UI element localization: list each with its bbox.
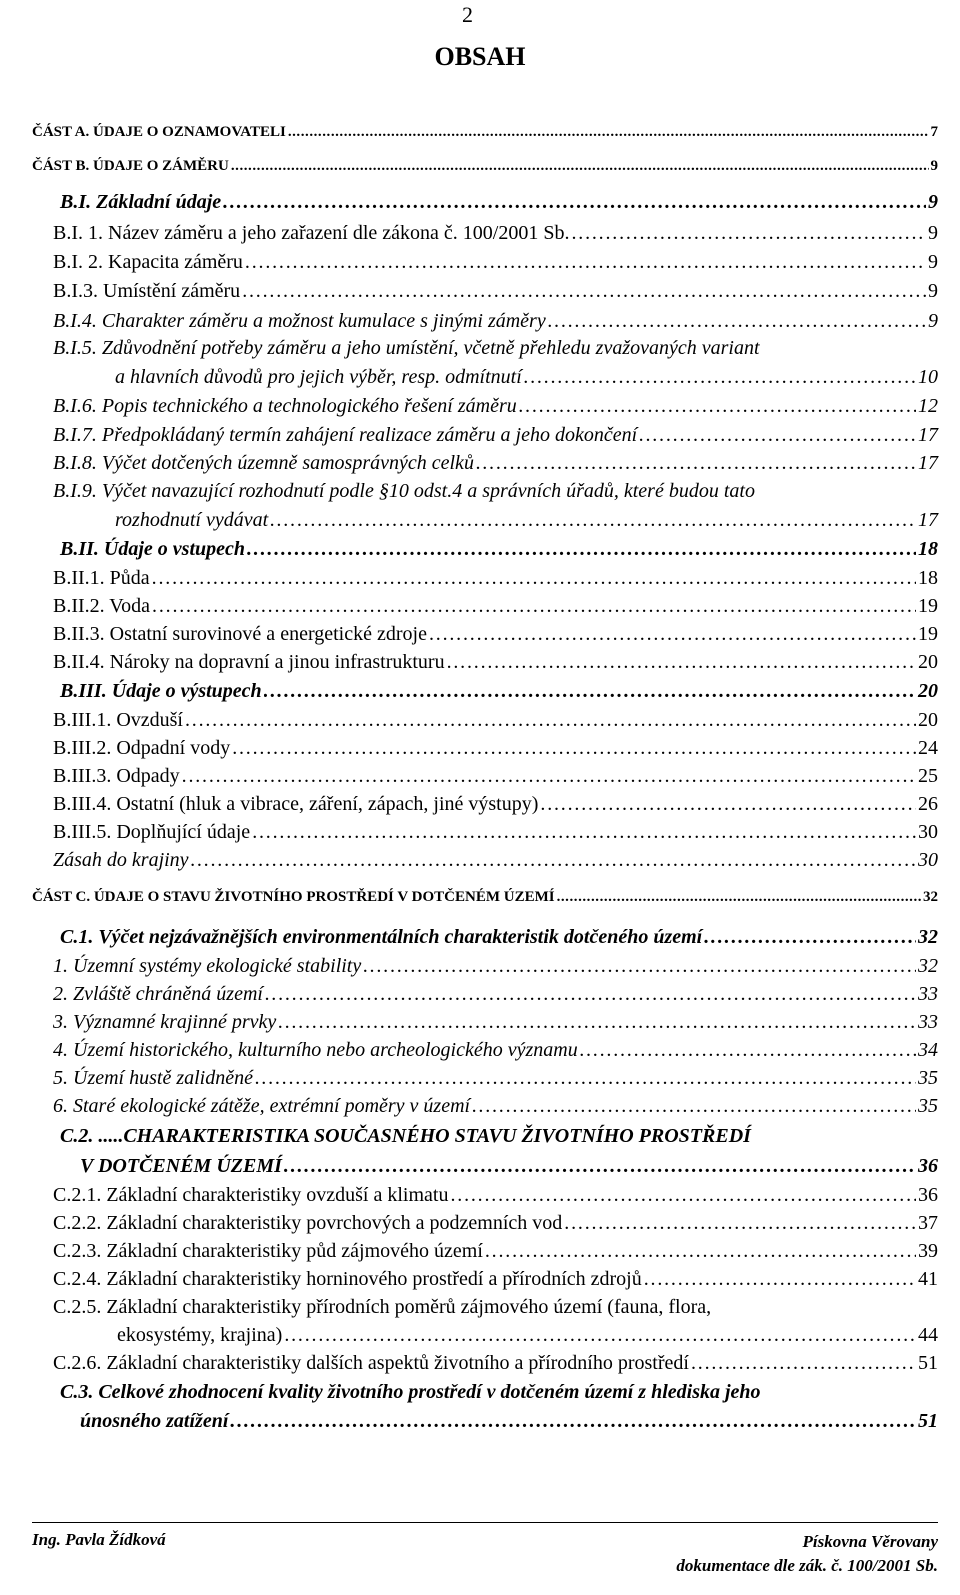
toc-entry[interactable]: B.I. Základní údaje . . . 9 [60,187,938,217]
toc-entry[interactable]: 6. Staré ekologické zátěže, extrémní poměry v území . . . 35 [53,1091,938,1121]
page-number: 2 [462,2,473,27]
toc-entry-continuation[interactable]: únosného zatížení . . . 51 [80,1406,938,1436]
toc-entry[interactable]: B.III.1. Ovzduší . . . 20 [53,705,938,735]
toc-entry[interactable]: ČÁST C. ÚDAJE O STAVU ŽIVOTNÍHO PROSTŘEDÍ V DOTČENÉM ÚZEMÍ . . . 32 [32,882,938,912]
toc-entry[interactable]: C.2.4. Základní charakteristiky horninového prostředí a přírodních zdrojů . . . 41 [53,1264,938,1294]
toc-entry[interactable]: B.I.8. Výčet dotčených územně samosprávných celků . . . 17 [53,448,938,478]
toc-entry[interactable]: C.1. Výčet nejzávažnějších environmentálních charakteristik dotčeného území . . . 32 [60,922,938,952]
toc-entry[interactable]: B.I.3. Umístění záměru . . . 9 [53,276,938,306]
toc-entry[interactable]: C.2.3. Základní charakteristiky půd zájmového území . . . 39 [53,1236,938,1266]
toc-entry[interactable]: Zásah do krajiny . . . 30 [53,845,938,875]
toc-entry[interactable]: B.I.6. Popis technického a technologického řešení záměru . . . 12 [53,391,938,421]
toc-entry-continuation[interactable]: rozhodnutí vydávat . . . 17 [115,505,938,535]
toc-entry[interactable]: 2. Zvláště chráněná území . . . 33 [53,979,938,1009]
toc-entry[interactable]: C.2.1. Základní charakteristiky ovzduší a klimatu . . . 36 [53,1180,938,1210]
toc-entry[interactable]: ČÁST A. ÚDAJE O OZNAMOVATELI . . . 7 [32,117,938,147]
toc-entry[interactable]: 1. Územní systémy ekologické stability . . . 32 [53,951,938,981]
toc-entry[interactable]: C.2.2. Základní charakteristiky povrchových a podzemních vod . . . 37 [53,1208,938,1238]
toc-entry[interactable]: B.II.2. Voda . . . 19 [53,591,938,621]
toc-entry[interactable]: B.I.4. Charakter záměru a možnost kumulace s jinými záměry . . . 9 [53,306,938,336]
toc-entry-continuation[interactable]: ekosystémy, krajina) . . . 44 [117,1320,938,1350]
toc-entry[interactable]: C.3. Celkové zhodnocení kvality životního prostředí v dotčeném území z hlediska jeho [60,1381,761,1403]
toc-entry[interactable]: B.III. Údaje o výstupech . . . 20 [60,676,938,706]
footer-project: Pískovna Věrovany [802,1532,938,1551]
footer-author: Ing. Pavla Žídková [32,1530,166,1549]
toc-entry[interactable]: C.2.5. Základní charakteristiky přírodních poměrů zájmového území (fauna, flora, [53,1296,712,1318]
toc-entry[interactable]: B.III.3. Odpady . . . 25 [53,761,938,791]
toc-entry[interactable]: B.II.4. Nároky na dopravní a jinou infrastrukturu . . . 20 [53,647,938,677]
toc-entry[interactable]: B.III.5. Doplňující údaje . . . 30 [53,817,938,847]
footer-divider [32,1522,938,1523]
toc-entry[interactable]: ČÁST B. ÚDAJE O ZÁMĚRU . . . 9 [32,151,938,181]
toc-entry[interactable]: B.II.3. Ostatní surovinové a energetické zdroje . . . 19 [53,619,938,649]
toc-entry[interactable]: B.III.4. Ostatní (hluk a vibrace, záření, zápach, jiné výstupy) . . . 26 [53,789,938,819]
toc-entry[interactable]: B.I.9. Výčet navazující rozhodnutí podle §10 odst.4 a správních úřadů, které budou tato [53,480,755,502]
footer-doc-type: dokumentace dle zák. č. 100/2001 Sb. [676,1556,938,1575]
toc-entry[interactable]: C.2.6. Základní charakteristiky dalších aspektů životního a přírodního prostředí . . . 51 [53,1348,938,1378]
toc-entry-continuation[interactable]: a hlavních důvodů pro jejich výběr, resp. odmítnutí . . . 10 [115,362,938,392]
toc-entry[interactable]: B.III.2. Odpadní vody . . . 24 [53,733,938,763]
toc-entry[interactable]: C.2. .....CHARAKTERISTIKA SOUČASNÉHO STAVU ŽIVOTNÍHO PROSTŘEDÍ [60,1125,751,1147]
page-title: OBSAH [434,42,526,71]
toc-entry[interactable]: B.II.1. Půda . . . 18 [53,563,938,593]
footer-project-block [676,1530,938,1578]
toc-entry-continuation[interactable]: V DOTČENÉM ÚZEMÍ . . . 36 [80,1151,938,1181]
toc-entry[interactable]: B.I.7. Předpokládaný termín zahájení realizace záměru a jeho dokončení . . . 17 [53,420,938,450]
toc-entry[interactable]: 5. Území hustě zalidněné . . . 35 [53,1063,938,1093]
toc-entry[interactable]: B.I.5. Zdůvodnění potřeby záměru a jeho umístění, včetně přehledu zvažovaných variant [53,337,760,359]
toc-entry[interactable]: B.II. Údaje o vstupech . . . 18 [60,534,938,564]
toc-entry[interactable]: B.I. 2. Kapacita záměru . . . 9 [53,247,938,277]
toc-entry[interactable]: 3. Významné krajinné prvky . . . 33 [53,1007,938,1037]
toc-entry[interactable]: 4. Území historického, kulturního nebo archeologického významu . . . 34 [53,1035,938,1065]
toc-entry[interactable]: B.I. 1. Název záměru a jeho zařazení dle zákona č. 100/2001 Sb. . . . 9 [53,218,938,248]
